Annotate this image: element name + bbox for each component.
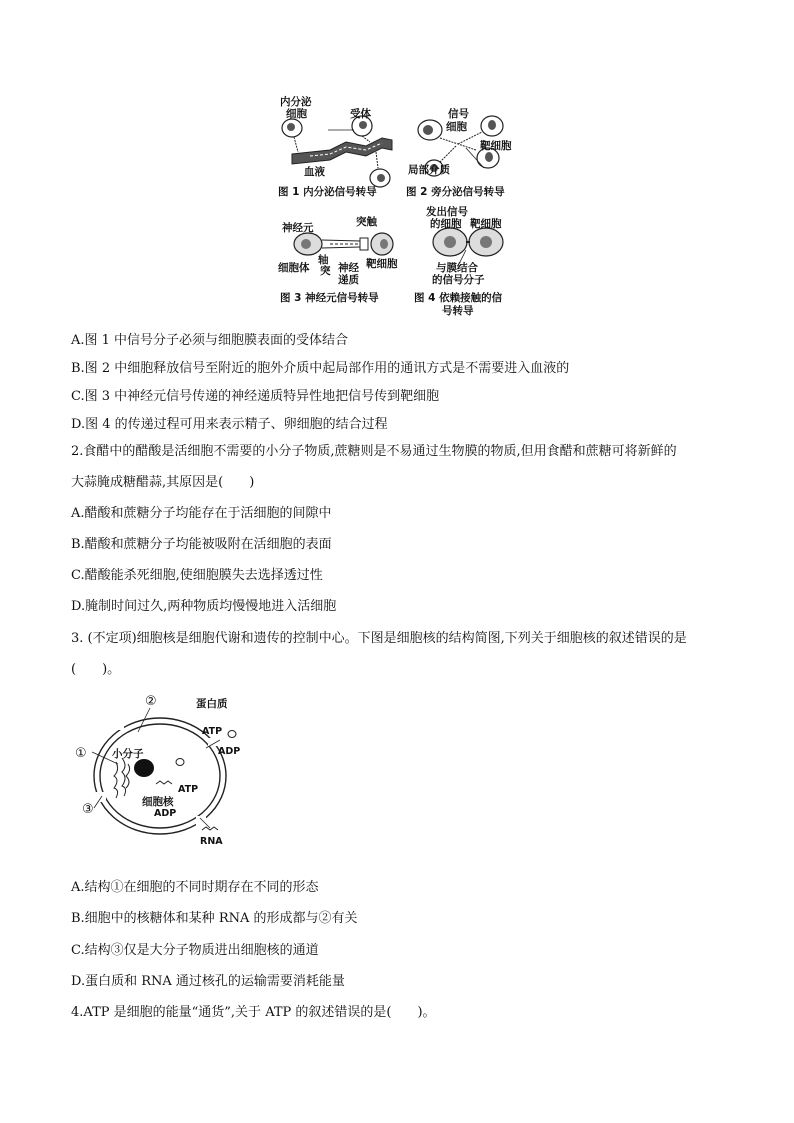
q2-option-c: C.醋酸能杀死细胞,使细胞膜失去选择透过性 <box>71 568 323 583</box>
nucleus-label-2: ② <box>145 694 157 709</box>
q3-stem-line2: ( )。 <box>71 662 121 677</box>
nucleus-figure <box>72 692 252 852</box>
nucleus-label-small-molecule: 小分子 <box>112 748 144 760</box>
fig3-label-neuron: 神经元 <box>282 222 314 234</box>
q3-option-a: A.结构①在细胞的不同时期存在不同的形态 <box>71 880 319 895</box>
signaling-figure <box>270 90 530 322</box>
fig3-label-axon-1: 轴 <box>318 254 329 266</box>
q1-option-a: A.图 1 中信号分子必须与细胞膜表面的受体结合 <box>71 333 349 348</box>
fig4-label-molecule-2: 的信号分子 <box>432 274 485 286</box>
fig4-caption-1: 图 4 依赖接触的信 <box>414 292 503 304</box>
q2-option-d: D.腌制时间过久,两种物质均慢慢地进入活细胞 <box>71 599 337 614</box>
nucleus-label-rna: RNA <box>200 836 223 847</box>
blood-vessel <box>292 138 392 164</box>
q2-stem-line1: 2.食醋中的醋酸是活细胞不需要的小分子物质,蔗糖则是不易通过生物膜的物质,但用食醋和蔗糖可将新鲜的 <box>71 444 677 459</box>
nucleus-label-nucleus: 细胞核 <box>142 796 174 808</box>
q1-option-c: C.图 3 中神经元信号传递的神经递质特异性地把信号传到靶细胞 <box>71 389 440 404</box>
q2-option-a: A.醋酸和蔗糖分子均能存在于活细胞的间隙中 <box>71 506 332 521</box>
fig2-label-signal-1: 信号 <box>448 108 469 120</box>
q1-option-b: B.图 2 中细胞释放信号至附近的胞外介质中起局部作用的通讯方式是不需要进入血液的 <box>71 361 570 376</box>
fig1-label-blood: 血液 <box>304 166 325 178</box>
fig2-label-local-medium: 局部介质 <box>408 164 450 176</box>
nucleus-label-protein: 蛋白质 <box>196 698 228 710</box>
fig4-label-molecule-1: 与膜结合 <box>436 262 478 274</box>
fig4-label-sender-1: 发出信号 <box>426 206 468 218</box>
fig3-caption: 图 3 神经元信号转导 <box>280 292 379 304</box>
fig3-label-synapse: 突触 <box>356 216 377 228</box>
q4-stem: 4.ATP 是细胞的能量“通货”,关于 ATP 的叙述错误的是( )。 <box>71 1005 436 1020</box>
fig2-label-target: 靶细胞 <box>480 140 512 152</box>
nucleus-figure-drawing <box>72 692 252 852</box>
nucleus-label-adp-top: ADP <box>218 746 241 757</box>
fig2-caption: 图 2 旁分泌信号转导 <box>406 186 505 198</box>
q2-option-b: B.醋酸和蔗糖分子均能被吸附在活细胞的表面 <box>71 537 332 552</box>
fig1-label-endocrine-2: 细胞 <box>286 108 307 120</box>
q3-stem-line1: 3. (不定项)细胞核是细胞代谢和遗传的控制中心。下图是细胞核的结构简图,下列关于细胞核的叙述错误的是 <box>71 631 687 646</box>
nucleus-label-1: ① <box>75 746 87 761</box>
fig4-label-target: 靶细胞 <box>470 218 502 230</box>
q1-option-d: D.图 4 的传递过程可用来表示精子、卵细胞的结合过程 <box>71 417 388 432</box>
q3-option-c: C.结构③仅是大分子物质进出细胞核的通道 <box>71 943 319 958</box>
signaling-figure-drawing <box>270 90 530 322</box>
fig3-label-cell-body: 细胞体 <box>278 262 310 274</box>
nucleus-label-atp-top: ATP <box>202 726 223 737</box>
q2-stem-line2: 大蒜腌成糖醋蒜,其原因是( ) <box>71 475 255 490</box>
fig3-label-target: 靶细胞 <box>366 258 398 270</box>
nucleus-label-atp-mid: ATP <box>178 784 199 795</box>
fig3-label-transmitter-1: 神经 <box>338 262 359 274</box>
fig3-label-axon-2: 突 <box>320 265 331 277</box>
q3-option-b: B.细胞中的核糖体和某种 RNA 的形成都与②有关 <box>71 911 358 926</box>
fig1-caption: 图 1 内分泌信号转导 <box>278 186 377 198</box>
nucleus-label-adp-mid: ADP <box>154 808 177 819</box>
q3-option-d: D.蛋白质和 RNA 通过核孔的运输需要消耗能量 <box>71 974 345 989</box>
fig1-label-endocrine-1: 内分泌 <box>280 96 312 108</box>
fig3-label-transmitter-2: 递质 <box>338 274 359 286</box>
nucleus-label-3: ③ <box>82 802 94 817</box>
fig2-label-signal-2: 细胞 <box>446 121 467 133</box>
fig4-label-sender-2: 的细胞 <box>430 218 462 230</box>
fig4-caption-2: 号转导 <box>442 305 474 317</box>
fig1-label-receptor: 受体 <box>350 108 371 120</box>
